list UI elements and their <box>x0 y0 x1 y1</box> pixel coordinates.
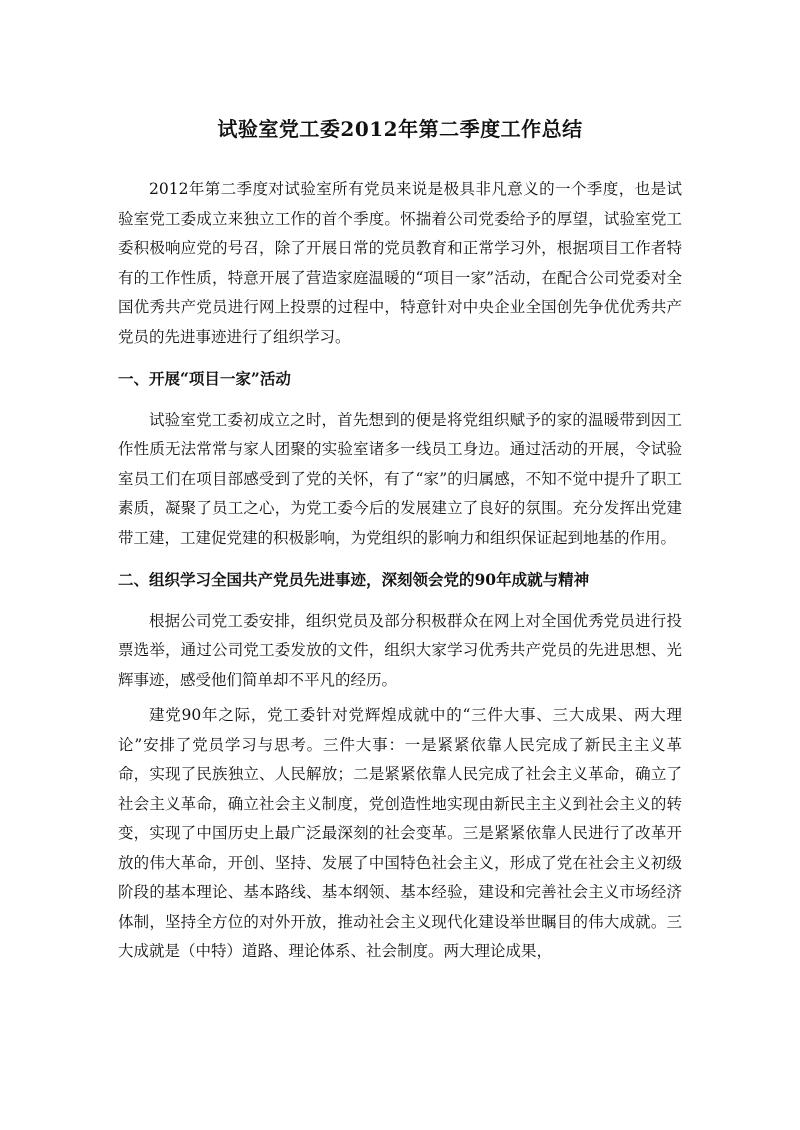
section2-heading: 二、组织学习全国共产党员先进事迹，深刻领会党的90年成就与精神 <box>118 570 590 589</box>
section2-paragraph-2: 建党90年之际，党工委针对党辉煌成就中的“三件大事、三大成果、两大理论”安排了党员学习与思考。三件大事：一是紧紧依靠人民完成了新民主主义革命，实现了民族独立、人民解放；二是紧紧依靠人民完成了社会主义革命，确立了社会主义革命，确立社会主义制度，党创造性地实现由新民主主义到社会主义的转变，实现了中国历史上最广泛最深刻的社会变革。三是紧紧依靠人民进行了改革开放的伟大革命，开创、坚持、发展了中国特色社会主义，形成了党在社会主义初级阶段的基本理论、基本路线、基本纲领、基本经验，建设和完善社会主义市场经济体制，坚持全方位的对外开放，推动社会主义现代化建设举世瞩目的伟大成就。三大成就是（中特）道路、理论体系、社会制度。两大理论成果， <box>118 706 682 960</box>
document-title: 试验室党工委2012年第二季度工作总结 <box>217 117 583 141</box>
section1-paragraph: 试验室党工委初成立之时，首先想到的便是将党组织赋予的家的温暖带到因工作性质无法常常与家人团聚的实验室诸多一线员工身边。通过活动的开展，令试验室员工们在项目部感受到了党的关怀，有了“家”的归属感，不知不觉中提升了职工素质，凝聚了员工之心，为党工委今后的发展建立了良好的氛围。充分发挥出党建带工建，工建促党建的积极影响，为党组织的影响力和组织保证起到地基的作用。 <box>118 410 682 547</box>
section1-heading: 一、开展“项目一家”活动 <box>118 369 291 388</box>
section2-paragraph-1: 根据公司党工委安排，组织党员及部分积极群众在网上对全国优秀党员进行投票选举，通过公司党工委发放的文件，组织大家学习优秀共产党员的先进思想、光辉事迹，感受他们简单却不平凡的经历。 <box>118 611 682 689</box>
intro-paragraph: 2012年第二季度对试验室所有党员来说是极具非凡意义的一个季度，也是试验室党工委成立来独立工作的首个季度。怀揣着公司党委给予的厚望，试验室党工委积极响应党的号召，除了开展日常的党员教育和正常学习外，根据项目工作者特有的工作性质，特意开展了营造家庭温暖的“项目一家”活动，在配合公司党委对全国优秀共产党员进行网上投票的过程中，特意针对中央企业全国创先争优优秀共产党员的先进事迹进行了组织学习。 <box>118 180 682 346</box>
document-body <box>118 175 682 967</box>
